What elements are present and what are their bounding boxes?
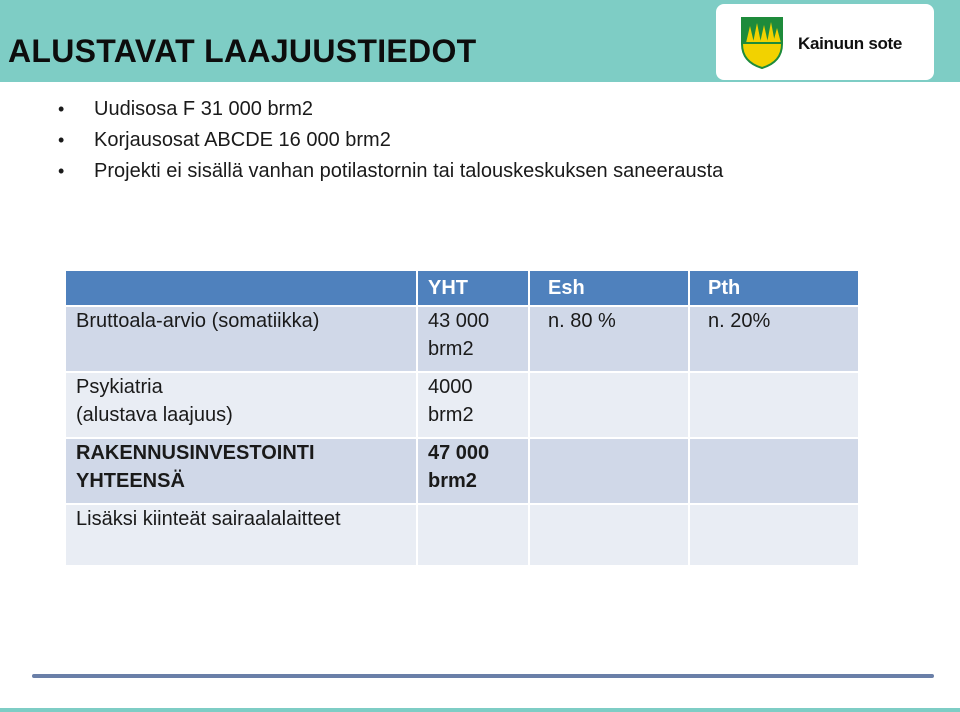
yht-value: 43 000 (428, 310, 490, 332)
esh-cell: n. 80 % (529, 306, 689, 372)
header-cell-yht: YHT (417, 270, 529, 306)
bullet-text: Uudisosa F 31 000 brm2 (94, 98, 314, 120)
esh-cell (529, 438, 689, 504)
yht-unit: brm2 (428, 338, 474, 360)
table-row (65, 504, 859, 566)
yht-cell (417, 372, 529, 438)
yht-unit: brm2 (428, 404, 474, 426)
header-cell-pth: Pth (689, 270, 859, 306)
bullet-item (58, 125, 723, 156)
row-label-cell (65, 306, 417, 372)
coat-of-arms-icon (740, 16, 784, 70)
row-label-cell (65, 438, 417, 504)
row-label-line: Lisäksi kiinteät sairaalalaitteet (76, 508, 341, 530)
yht-cell (417, 438, 529, 504)
bullet-text: Korjausosat ABCDE 16 000 brm2 (94, 129, 391, 151)
logo-text: Kainuun sote (798, 34, 903, 53)
row-label-line: Bruttoala-arvio (somatiikka) (76, 310, 320, 332)
row-label-line: RAKENNUSINVESTOINTI (76, 442, 315, 464)
yht-value: 4000 (428, 376, 473, 398)
logo (716, 4, 934, 80)
bullet-text: Projekti ei sisällä vanhan potilastornin tai talouskeskuksen saneerausta (94, 160, 724, 182)
esh-cell (529, 504, 689, 566)
pth-cell (689, 438, 859, 504)
bullet-item (58, 94, 723, 125)
row-label-cell (65, 504, 417, 566)
bullet-list (58, 94, 723, 187)
bullet-marker: • (58, 99, 65, 119)
bullet-marker: • (58, 130, 65, 150)
row-label-line: YHTEENSÄ (76, 470, 185, 492)
row-label-line: (alustava laajuus) (76, 404, 233, 426)
footer-band (0, 708, 960, 712)
footer-divider (32, 674, 934, 678)
pth-cell (689, 504, 859, 566)
yht-unit: brm2 (428, 470, 477, 492)
bullet-item (58, 156, 723, 187)
row-label-cell (65, 372, 417, 438)
bullet-marker: • (58, 161, 65, 181)
table-row (65, 306, 859, 372)
yht-cell (417, 504, 529, 566)
header-cell-esh: Esh (529, 270, 689, 306)
table-row (65, 372, 859, 438)
row-label-line: Psykiatria (76, 376, 163, 398)
table-header-row (65, 270, 859, 306)
pth-cell (689, 372, 859, 438)
header-cell-blank (65, 270, 417, 306)
slide-title: ALUSTAVAT LAAJUUSTIEDOT (8, 33, 477, 69)
pth-cell: n. 20% (689, 306, 859, 372)
esh-cell (529, 372, 689, 438)
yht-cell (417, 306, 529, 372)
yht-value: 47 000 (428, 442, 490, 464)
area-table (64, 269, 860, 567)
table-row (65, 438, 859, 504)
